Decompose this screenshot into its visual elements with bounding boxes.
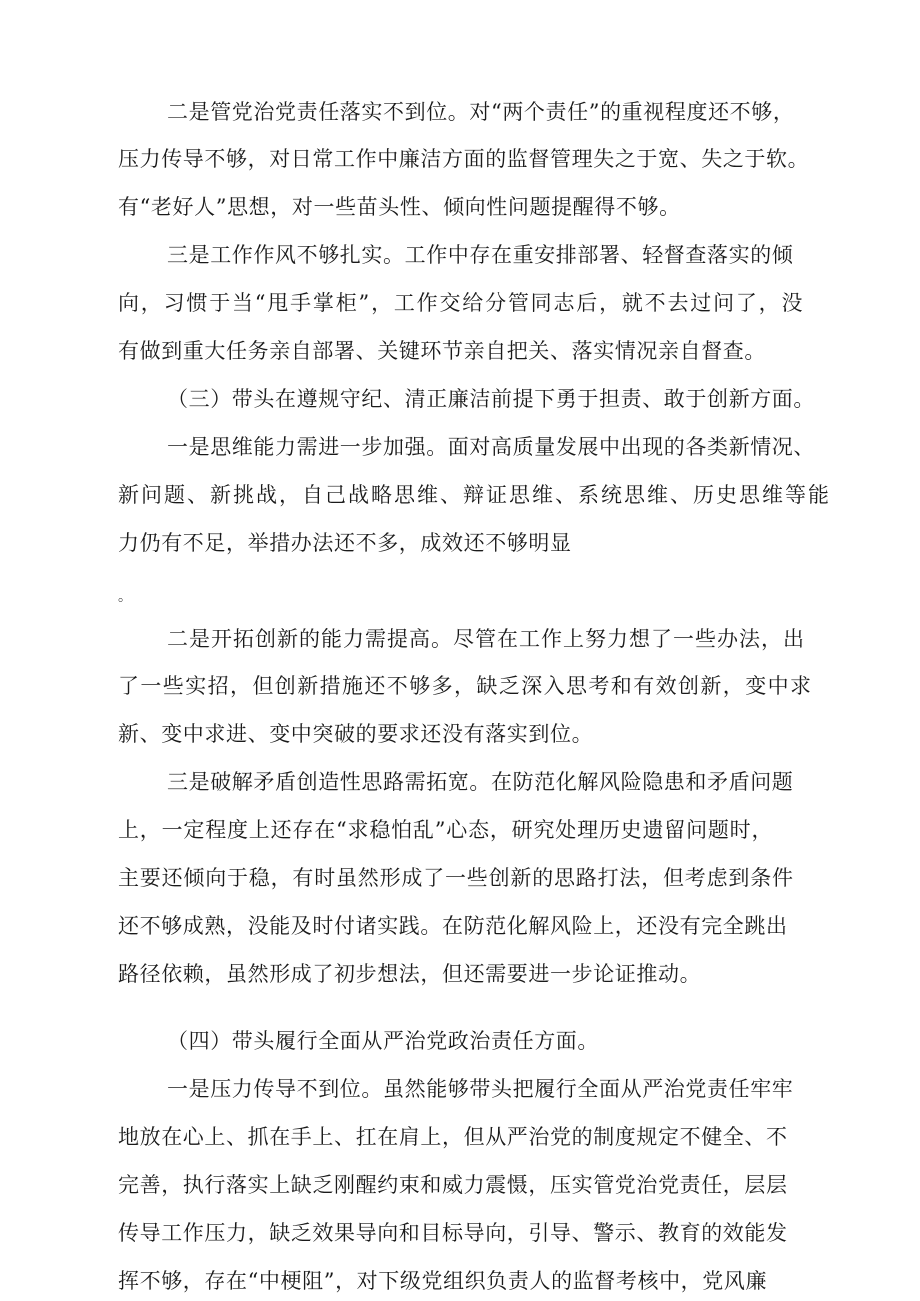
section-heading: （三）带头在遵规守纪、清正廉洁前提下勇于担责、敢于创新方面。: [167, 387, 815, 411]
paragraph-line: 挥不够，存在“中梗阻”，对下级党组织负责人的监督考核中，党风廉: [118, 1269, 768, 1293]
paragraph-line: 还不够成熟，没能及时付诸实践。在防范化解风险上，还没有完全跳出: [118, 914, 788, 938]
paragraph-line: 主要还倾向于稳，有时虽然形成了一些创新的思路打法，但考虑到条件: [118, 866, 794, 890]
section-heading: （四）带头履行全面从严治党政治责任方面。: [167, 1029, 599, 1053]
paragraph-line: 路径依赖，虽然形成了初步想法，但还需要进一步论证推动。: [118, 962, 702, 986]
paragraph-line: 完善，执行落实上缺乏刚醒约束和威力震慑，压实管党治党责任，层层: [118, 1173, 788, 1197]
paragraph-line: 二是管党治党责任落实不到位。对“两个责任”的重视程度还不够，: [167, 100, 795, 124]
paragraph-line: 压力传导不够，对日常工作中廉洁方面的监督管理失之于宽、失之于软。: [118, 147, 810, 171]
paragraph-line: 传导工作压力，缺乏效果导向和目标导向，引导、警示、教育的效能发: [118, 1221, 788, 1245]
paragraph-line: 上，一定程度上还存在“求稳怕乱”心态，研究处理历史遗留问题时，: [118, 818, 774, 842]
paragraph-line: 新问题、新挑战，自己战略思维、辩证思维、系统思维、历史思维等能: [118, 483, 831, 507]
paragraph-line: 三是破解矛盾创造性思路需拓宽。在防范化解风险隐患和矛盾问题: [167, 770, 794, 794]
paragraph-line: 有做到重大任务亲自部署、关键环节亲自把关、落实情况亲自督查。: [118, 339, 766, 363]
paragraph-line: 向，习惯于当“甩手掌柜”，工作交给分管同志后，就不去过问了，没: [118, 291, 805, 315]
paragraph-line: 一是压力传导不到位。虽然能够带头把履行全面从严治党责任牢牢: [167, 1077, 794, 1101]
paragraph-line: 一是思维能力需进一步加强。面对高质量发展中出现的各类新情况、: [167, 435, 815, 459]
paragraph-line: 二是开拓创新的能力需提高。尽管在工作上努力想了一些办法，出: [167, 627, 805, 651]
paragraph-line: 有“老好人”思想，对一些苗头性、倾向性问题提醒得不够。: [118, 195, 681, 219]
stray-punctuation: 。: [118, 589, 132, 605]
paragraph-line: 新、变中求进、变中突破的要求还没有落实到位。: [118, 722, 594, 746]
paragraph-line: 了一些实招，但创新措施还不够多，缺乏深入思考和有效创新，变中求: [118, 674, 813, 698]
paragraph-line: 力仍有不足，举措办法还不多，成效还不够明显: [118, 531, 572, 555]
paragraph-line: 三是工作作风不够扎实。工作中存在重安排部署、轻督查落实的倾: [167, 243, 794, 267]
paragraph-line: 地放在心上、抓在手上、扛在肩上，但从严治党的制度规定不健全、不: [118, 1125, 788, 1149]
